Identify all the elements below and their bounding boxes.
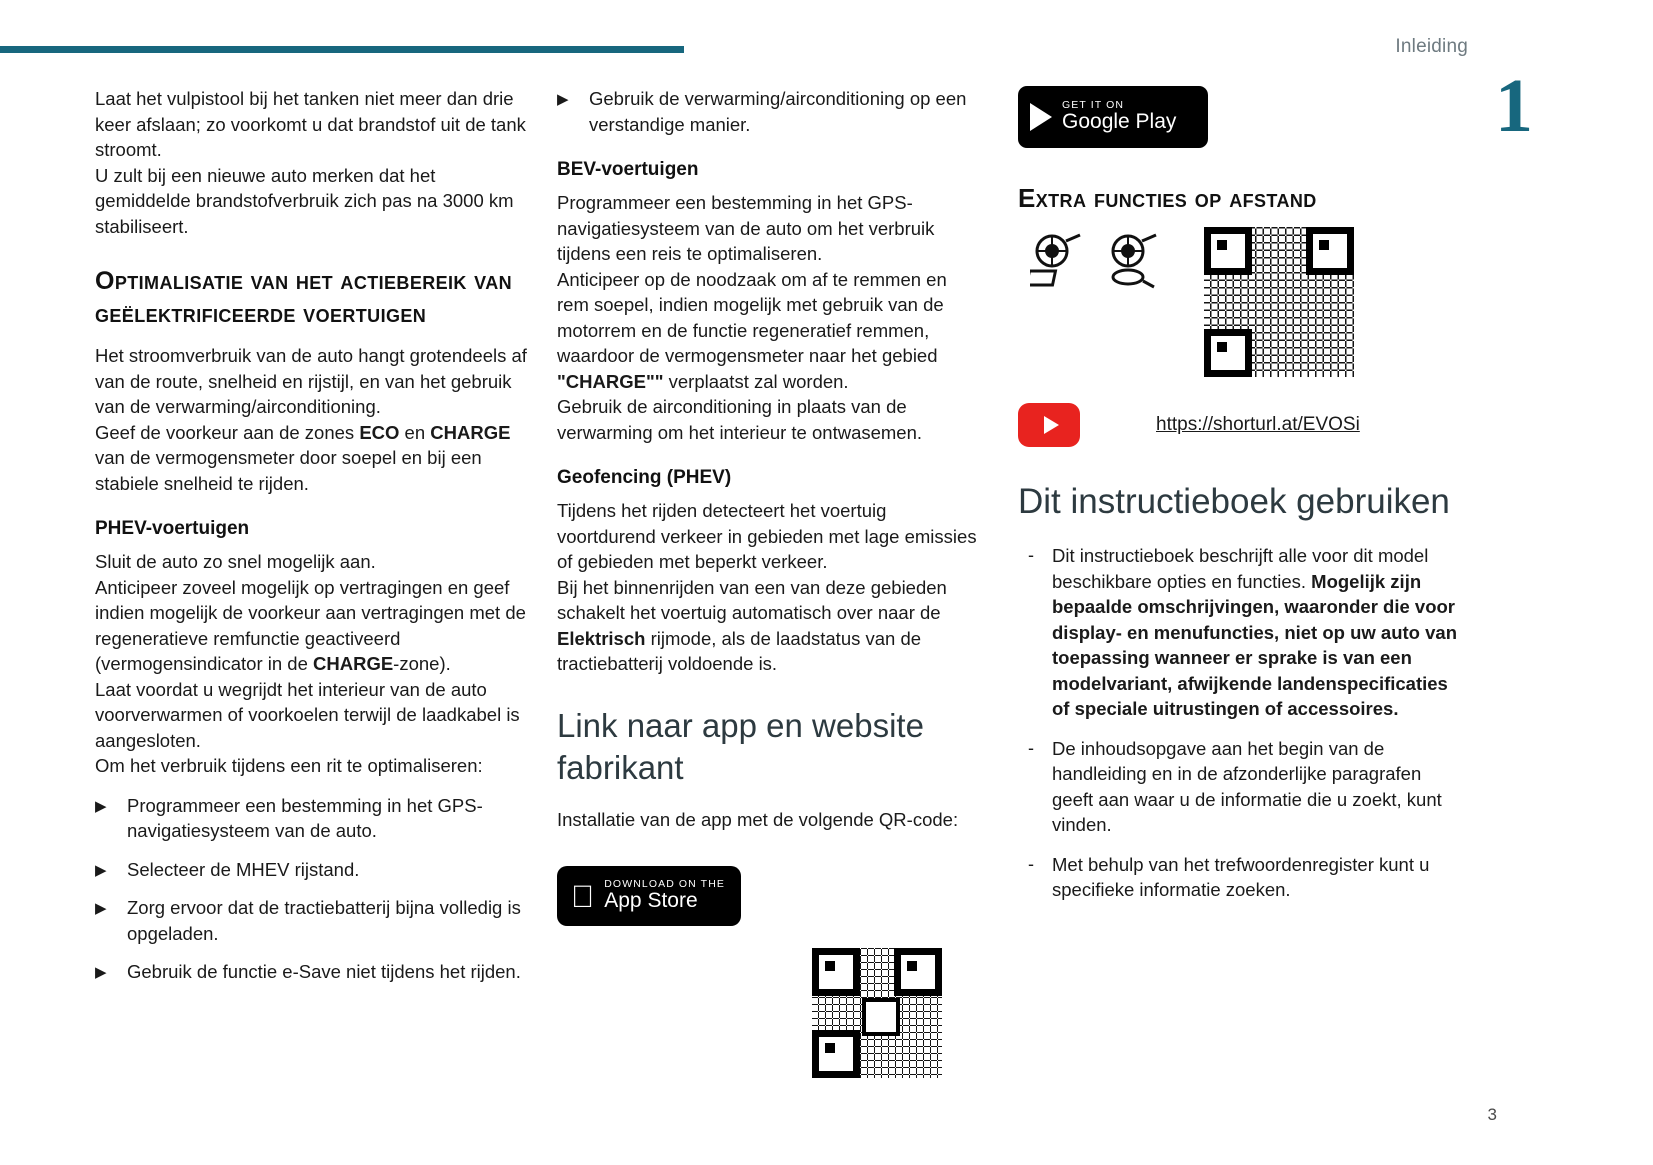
list-item <box>95 857 527 883</box>
list-item <box>1018 543 1458 722</box>
text-run: -zone). <box>393 653 451 674</box>
keyword-elektrisch: Elektrisch <box>557 627 646 649</box>
google-play-badge[interactable] <box>1018 86 1208 148</box>
text-run: verplaatst zal worden. <box>663 370 849 392</box>
chapter-number: 1 <box>1495 64 1533 148</box>
paragraph-geofencing-1: Tijdens het rijden detecteert het voertuig voortdurend verkeer in gebieden met lage emissies of gebieden met beperkt verkeer. <box>557 500 977 572</box>
list-item-label: Programmeer een bestemming in het GPS-navigatiesysteem van de auto. <box>127 794 483 841</box>
list-item-label: Zorg ervoor dat de tractiebatterij bijna volledig is opgeladen. <box>127 897 521 944</box>
keyword-charge: CHARGE <box>430 421 511 443</box>
app-store-badge-text <box>581 878 725 913</box>
paragraph-bev-gps: Programmeer een bestemming in het GPS-navigatiesysteem van de auto om het verbruik tijdens een reis te optimaliseren. <box>557 192 935 264</box>
arrow-icon: ▶ <box>95 861 107 879</box>
heading-link-app: Link naar app en website fabrikant <box>557 706 924 786</box>
google-play-badge-small: GET IT ON <box>1062 99 1125 112</box>
list-item-label <box>1052 545 1457 719</box>
list-item-label: Met behulp van het trefwoordenregister kunt u specifieke informatie zoeken. <box>1052 853 1430 900</box>
emphasis-run: Mogelijk zijn bepaalde omschrijvingen, waaronder die voor display- en menufuncties, niet op uw auto van toepassing wanneer er sprake is van een modelvariant, afwijkende landenspecificaties of speciale uitrustingen of accessoires. <box>1052 570 1457 719</box>
qr-code-app-store <box>812 948 942 1078</box>
list-item <box>1018 736 1458 838</box>
paragraph-installatie-qr: Installatie van de app met de volgende QR-code: <box>557 808 959 830</box>
paragraph-stroomverbruik: Het stroomverbruik van de auto hangt grotendeels af van de route, snelheid en rijstijl, en van het gebruik van de verwarming/airconditioning. <box>95 345 527 417</box>
qr-code-extra-functions <box>1204 227 1354 377</box>
paragraph-anticipeer <box>95 575 527 677</box>
intro-paragraph-2: U zult bij een nieuwe auto merken dat het gemiddelde brandstofverbruik zich pas na 3000 km stabiliseert. <box>95 164 514 237</box>
dash-icon: - <box>1028 853 1034 874</box>
paragraph-bev-remmen <box>557 267 981 395</box>
tyre-repair-icon <box>1106 231 1168 293</box>
heading-optimalisatie: Optimalisatie van het actiebereik van geëlektrificeerde voertuigen <box>95 267 513 328</box>
list-item-label: De inhoudsopgave aan het begin van de handleiding en in de afzonderlijke paragrafen geeft aan waar u de informatie die u zoekt, kunt vinden. <box>1052 737 1442 835</box>
keyword-charge-zone: CHARGE <box>313 653 394 674</box>
list-item <box>95 793 527 844</box>
google-play-triangle-icon <box>1030 103 1052 131</box>
text-run: rijmode, als de laadstatus van de tractiebatterij voldoende is. <box>557 627 922 674</box>
subheading-bev: BEV-voertuigen <box>557 159 699 180</box>
paragraph-zones <box>95 420 527 497</box>
list-item <box>95 895 527 946</box>
column-one <box>95 86 527 998</box>
page-number: 3 <box>1487 1105 1497 1124</box>
arrow-icon: ▶ <box>95 797 107 815</box>
arrow-icon: ▶ <box>557 91 569 108</box>
youtube-icon[interactable] <box>1018 403 1080 447</box>
bullet-list-optimaliseren <box>95 793 527 985</box>
text-run: Anticipeer zoveel mogelijk op vertragingen en geef indien mogelijk de voorkeur aan vertragingen met de regeneratieve remfunctie geactiveerd (vermogensindicator in de <box>95 576 526 674</box>
text-run: Anticipeer op de noodzaak om af te remmen en rem soepel, indien mogelijk met gebruik van de motorrem en de functie regeneratief remmen, waardoor de vermogensmeter naar het gebied <box>557 268 947 366</box>
text-run: Geef de voorkeur aan de zones <box>95 421 360 443</box>
dash-icon: - <box>1028 545 1034 565</box>
text-run: van de vermogensmeter door soepel en bij een stabiele snelheid te rijden. <box>95 447 482 494</box>
arrow-icon: ▶ <box>95 964 107 981</box>
keyword-eco: ECO <box>359 421 400 443</box>
bullet-list-instructieboek <box>1018 543 1458 903</box>
app-store-badge-big: App Store <box>581 889 675 913</box>
apple-logo-icon <box>571 881 594 912</box>
tyre-pressure-icon <box>1030 231 1092 293</box>
subheading-geofencing: Geofencing (PHEV) <box>557 467 732 488</box>
google-play-badge-big: Google Play <box>1062 110 1177 134</box>
text-run: Dit instructieboek beschrijft alle voor dit model beschikbare opties en functies. <box>1052 545 1429 592</box>
paragraph-verbruik-rit: Om het verbruik tijdens een rit te optimaliseren: <box>95 755 483 776</box>
column-three <box>1018 86 1458 917</box>
video-link[interactable]: https://shorturl.at/EVOSi <box>1156 414 1360 435</box>
arrow-icon: ▶ <box>95 900 107 917</box>
list-item <box>1018 852 1458 903</box>
dash-icon: - <box>1028 737 1034 758</box>
list-item-label: Selecteer de MHEV rijstand. <box>127 858 360 880</box>
heading-instructieboek: Dit instructieboek gebruiken <box>1018 482 1450 521</box>
paragraph-geofencing-2 <box>557 575 981 677</box>
text-run: Bij het binnenrijden van een van deze gebieden schakelt het voertuig automatisch over naar de <box>557 576 947 623</box>
subheading-phev: PHEV-voertuigen <box>95 518 250 539</box>
heading-extra-functies: Extra functies op afstand <box>1018 183 1317 213</box>
section-label: Inleiding <box>1395 36 1468 57</box>
app-store-badge[interactable] <box>557 866 741 926</box>
intro-paragraph-1: Laat het vulpistool bij het tanken niet meer dan drie keer afslaan; zo voorkomt u dat brandstof uit de tank stroomt. <box>95 88 526 160</box>
paragraph-aansluiten: Sluit de auto zo snel mogelijk aan. <box>95 551 376 572</box>
text-run: en <box>399 421 431 443</box>
column-two <box>557 86 981 1078</box>
bullet-list-top <box>557 86 981 137</box>
google-play-badge-text <box>1062 100 1176 133</box>
paragraph-bev-airco: Gebruik de airconditioning in plaats van de verwarming om het interieur te ontwasemen. <box>557 396 923 443</box>
app-store-badge-small: DOWNLOAD ON THE <box>581 878 702 891</box>
list-item <box>557 86 981 137</box>
keyword-charge-quoted: "CHARGE"" <box>557 370 664 392</box>
list-item <box>95 959 527 985</box>
paragraph-voorverwarmen: Laat voordat u wegrijdt het interieur van de auto voorverwarmen of voorkoelen terwijl de laadkabel is aangesloten. <box>95 678 520 751</box>
header-accent-rule <box>0 46 684 53</box>
list-item-label: Gebruik de functie e-Save niet tijdens het rijden. <box>127 961 521 982</box>
list-item-label: Gebruik de verwarming/airconditioning op een verstandige manier. <box>589 88 967 135</box>
